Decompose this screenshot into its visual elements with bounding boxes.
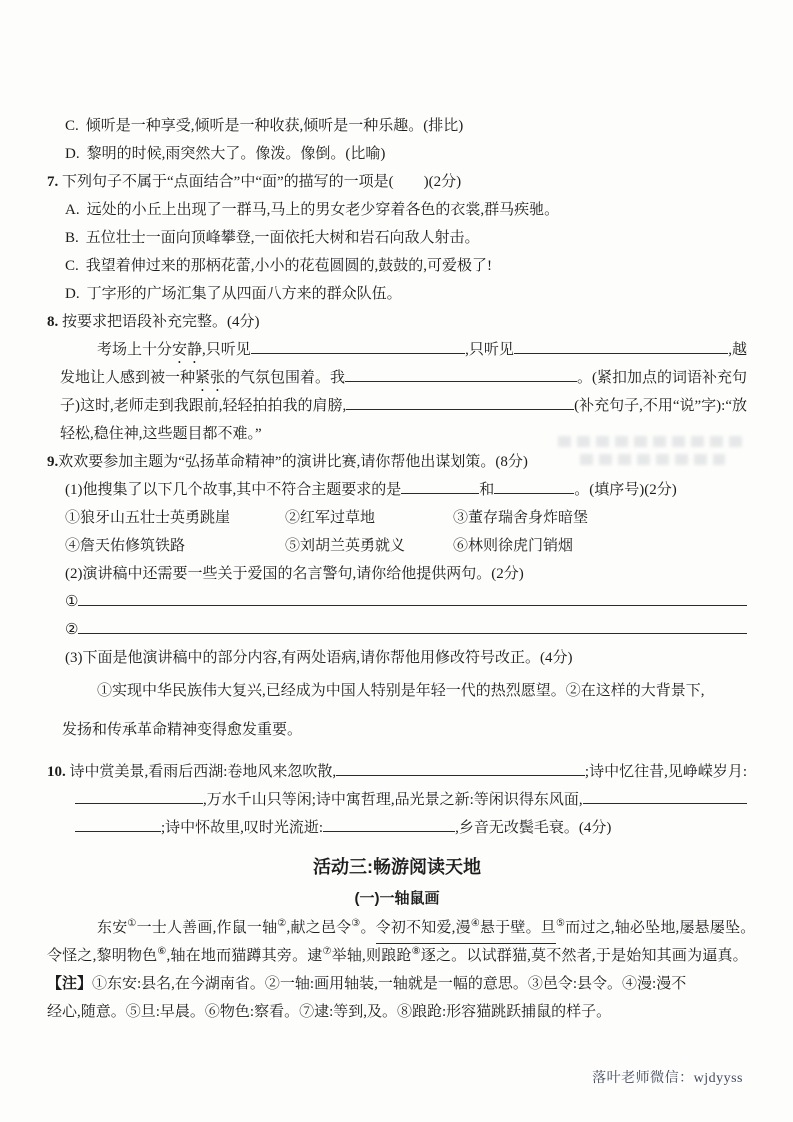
note-reference-mark: ③ xyxy=(351,918,361,929)
notes-line-2 xyxy=(47,998,747,1026)
part-2-text: (2)演讲稿中还需要一些关于爱国的名言警句,请你给他提供两句。(2分) xyxy=(65,566,524,582)
answer-blank xyxy=(75,800,203,804)
option-text: 黎明的时候,雨突然大了。像泼。像倒。(比喻) xyxy=(86,146,386,162)
answer-blank xyxy=(494,490,574,494)
text-segment: 发地让人感到被一种 xyxy=(60,370,196,386)
question-9-part-1 xyxy=(65,476,747,504)
text-segment: ;诗中怀故里,叹时光流逝: xyxy=(161,820,324,836)
underlined-passage xyxy=(376,914,556,944)
answer-blank xyxy=(78,602,747,606)
note-reference-mark: ④ xyxy=(470,918,480,929)
answer-blank xyxy=(78,630,747,634)
option-label: D. xyxy=(65,286,80,302)
text-segment: 安静 xyxy=(172,342,203,358)
text-segment: 。(填序号)(2分) xyxy=(574,482,677,498)
text-segment: 8. xyxy=(47,314,62,330)
text-segment: ,万水千山只等闲;诗中寓哲理,品光景之新:等闲识得东风面, xyxy=(203,792,583,808)
story-item: ②红军过草地 xyxy=(285,510,376,526)
option-text: 丁字形的广场汇集了从四面八方来的群众队伍。 xyxy=(86,286,402,302)
question-7-option-c xyxy=(65,252,747,280)
passage-line-1 xyxy=(47,914,756,942)
question-9-answer-blank-1 xyxy=(65,588,747,616)
text-segment: 按要求把语段补充完整。(4分) xyxy=(62,314,260,330)
question-8-paragraph-line-4 xyxy=(60,420,747,448)
text-segment: 轻松,稳住神,这些题目都不难。” xyxy=(60,426,262,442)
question-9-story-row-1 xyxy=(65,504,747,532)
prev-question-option-d xyxy=(65,140,747,168)
story-item: ①狼牙山五壮士英勇跳崖 xyxy=(65,510,231,526)
note-reference-mark: ⑤ xyxy=(556,918,566,929)
answer-blank xyxy=(336,772,585,776)
note-reference-mark: ⑥ xyxy=(157,946,167,957)
notes-line-1 xyxy=(47,970,747,998)
exam-content xyxy=(47,112,756,1026)
section-3-heading: 活动三:畅游阅读天地 xyxy=(313,857,481,877)
text-segment: 东安 xyxy=(97,920,128,936)
answer-blank xyxy=(401,490,479,494)
text-segment: ② xyxy=(65,622,79,638)
text-segment: ①东安:县名,在今湖南省。②一轴:画用轴装,一轴就是一幅的意思。③邑令:县令。④漫:漫不 xyxy=(92,976,687,992)
note-reference-mark: ② xyxy=(277,918,287,929)
answer-blank xyxy=(345,378,577,382)
answer-blank xyxy=(583,800,747,804)
text-segment: 悬于壁。旦 xyxy=(479,920,556,936)
question-9-speech-excerpt xyxy=(62,672,747,750)
question-8-paragraph-line-2 xyxy=(60,364,747,392)
text-segment: 逐之。以试群猫,莫不然者,于是始知其画为逼真。 xyxy=(420,948,748,964)
part-3-text: (3)下面是他演讲稿中的部分内容,有两处语病,请你帮他用修改符号改正。(4分) xyxy=(65,650,573,666)
text-segment: 。(紧扣加点的词语补充句 xyxy=(577,370,747,386)
story-item: ⑤刘胡兰英勇就义 xyxy=(285,538,406,554)
text-segment: 经心,随意。⑤旦:早晨。⑥物色:察看。⑦逮:等到,及。⑧踉跄:形容猫跳跃捕鼠的样子。 xyxy=(47,1004,612,1020)
note-reference-mark: ⑧ xyxy=(411,946,421,957)
text-segment: 令初不知爱,漫 xyxy=(375,920,471,936)
question-7-option-a xyxy=(65,196,747,224)
question-8-stem xyxy=(47,308,747,336)
option-label: D. xyxy=(65,146,80,162)
speech-excerpt-line-2: 发扬和传承革命精神变得愈发重要。 xyxy=(62,722,303,738)
text-segment: 和 xyxy=(479,482,495,498)
option-label: C. xyxy=(65,258,79,274)
text-segment: 诗中赏美景,看雨后西湖:卷地风来忽吹散, xyxy=(69,764,337,780)
text-segment: 【注】 xyxy=(47,976,93,992)
question-10-line-2 xyxy=(75,786,747,814)
question-7-stem xyxy=(47,168,747,196)
text-segment: 而过之,轴必坠地,屡悬屡坠。 xyxy=(565,920,756,936)
note-reference-mark: ① xyxy=(127,918,137,929)
passage-line-2 xyxy=(47,942,747,970)
answer-blank xyxy=(75,828,161,832)
text-segment: ,乡音无改鬓毛衰。(4分) xyxy=(455,820,612,836)
text-segment: 欢欢要参加主题为“弘扬革命精神”的演讲比赛,请你帮他出谋划策。(8分) xyxy=(58,454,528,470)
prev-question-option-c xyxy=(65,112,747,140)
question-8-paragraph-line-3 xyxy=(60,392,747,420)
question-9-story-row-2 xyxy=(65,532,747,560)
classical-passage xyxy=(47,914,756,970)
answer-blank xyxy=(251,350,465,354)
question-9-part-3 xyxy=(65,644,747,672)
question-8-paragraph-line-1 xyxy=(60,336,747,364)
text-segment: (补充句子,不用“说”字):“放 xyxy=(574,398,747,414)
question-9-answer-blank-2 xyxy=(65,616,747,644)
text-segment: 7. xyxy=(47,174,62,190)
speech-excerpt-line-1: ①实现中华民族伟大复兴,已经成为中国人特别是年轻一代的热烈愿望。②在这样的大背景下, xyxy=(97,683,705,699)
question-9-part-2 xyxy=(65,560,747,588)
teacher-wechat-watermark: 落叶老师微信：wjdyyss xyxy=(592,1071,743,1086)
option-label: B. xyxy=(65,230,79,246)
answer-blank xyxy=(346,406,574,410)
question-10-line-3 xyxy=(75,814,747,842)
text-segment: ,轴在地而猫蹲其旁。逮 xyxy=(166,948,323,964)
text-segment: ,献之邑令 xyxy=(286,920,352,936)
option-label: C. xyxy=(65,118,79,134)
answer-blank xyxy=(323,828,455,832)
text-segment: 的气氛包围着。我 xyxy=(225,370,346,386)
question-10-line-1 xyxy=(47,758,747,786)
option-text: 倾听是一种享受,倾听是一种收获,倾听是一种乐趣。(排比) xyxy=(85,118,464,134)
text-segment: ,只听见 xyxy=(202,342,251,358)
story-item: ④詹天佑修筑铁路 xyxy=(65,538,186,554)
text-segment: 考场上十分 xyxy=(97,342,173,358)
question-9-stem xyxy=(47,448,747,476)
reading-passage-title: (一)一轴鼠画 xyxy=(354,890,440,907)
text-segment: ① xyxy=(65,594,79,610)
text-segment: 10. xyxy=(47,764,70,780)
text-segment: 一士人善画,作鼠一轴 xyxy=(136,920,278,936)
story-item: ③董存瑞舍身炸暗堡 xyxy=(453,510,589,526)
option-text: 我望着伸过来的那柄花蕾,小小的花苞圆圆的,鼓鼓的,可爱极了! xyxy=(85,258,493,274)
question-7-option-b xyxy=(65,224,747,252)
text-segment: ,只听见 xyxy=(465,342,514,358)
text-segment: ;诗中忆往昔,见峥嵘岁月: xyxy=(584,764,747,780)
text-segment: 紧张 xyxy=(195,370,226,386)
text-segment: ,越 xyxy=(728,342,748,358)
story-item: ⑥林则徐虎门销烟 xyxy=(453,538,574,554)
passage-notes xyxy=(47,970,747,1026)
text-segment: (1)他搜集了以下几个故事,其中不符合主题要求的是 xyxy=(65,482,402,498)
text-segment: 子)这时,老师走到我跟前,轻轻拍拍我的肩膀, xyxy=(60,398,347,414)
text-segment: 9. xyxy=(47,454,59,470)
option-label: A. xyxy=(65,202,80,218)
option-text: 五位壮士一面向顶峰攀登,一面依托大树和岩石向敌人射击。 xyxy=(85,230,480,246)
note-reference-mark: ⑦ xyxy=(322,946,332,957)
question-10 xyxy=(47,758,747,842)
text-segment: 举轴,则踉跄 xyxy=(331,948,412,964)
text-segment: 令怪之,黎明物色 xyxy=(47,948,158,964)
text-segment: 。 xyxy=(360,920,376,936)
text-segment: 下列句子不属于“点面结合”中“面”的描写的一项是( )(2分) xyxy=(62,174,462,190)
option-text: 远处的小丘上出现了一群马,马上的男女老少穿着各色的衣裳,群马疾驰。 xyxy=(86,202,560,218)
answer-blank xyxy=(514,350,728,354)
question-7-option-d xyxy=(65,280,747,308)
